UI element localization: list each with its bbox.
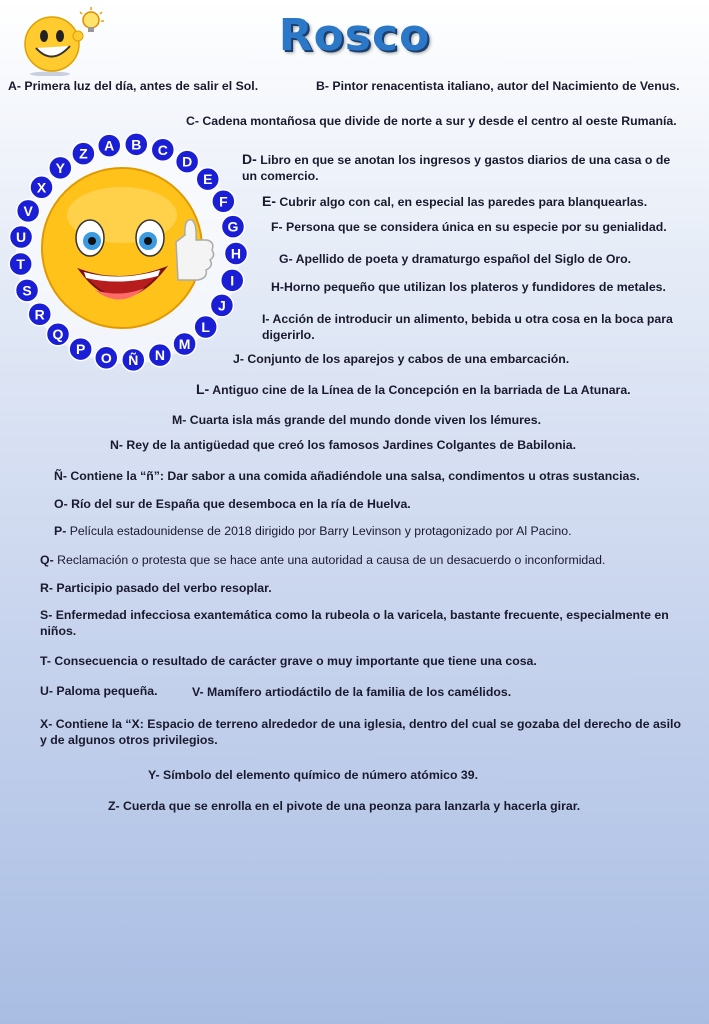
letter-label: B: [131, 136, 142, 153]
letter-bubble-j: [210, 294, 233, 317]
letter-bubble-q: [47, 323, 70, 346]
letter-bubble-s: [16, 279, 39, 302]
clue-q-text: Reclamación o protesta que se hace ante una autoridad a causa de un desacuerdo o inconformidad.: [57, 553, 606, 567]
clue-x: X- Contiene la “X: Espacio de terreno alrededor de una iglesia, dentro del cual se gozaba del derecho de asilo y de algunos otros privilegios.: [40, 717, 681, 747]
clue-t: T- Consecuencia o resultado de carácter grave o muy importante que tiene una cosa.: [40, 654, 537, 668]
lightbulb-smiley-icon: [18, 6, 108, 76]
letter-label: U: [15, 228, 27, 245]
letter-label: S: [22, 282, 32, 299]
clue-v: V- Mamífero artiodáctilo de la familia de los camélidos.: [192, 685, 512, 699]
letter-bubble-h: [224, 242, 247, 265]
letter-bubble-d: [176, 150, 199, 173]
letter-label: E: [203, 171, 213, 188]
clue-s: S- Enfermedad infecciosa exantemática como la rubeola o la varicela, bastante frecuente, especialmente en niños.: [40, 608, 669, 638]
letter-label: T: [16, 256, 25, 273]
letter-label: Q: [52, 326, 64, 343]
letter-bubble-e: [196, 168, 219, 191]
clue-l: [196, 381, 631, 398]
letter-label: C: [157, 141, 168, 158]
clue-f: F- Persona que se considera única en su especie por su genialidad.: [271, 220, 667, 234]
clue-p-letter: P-: [54, 524, 67, 538]
letter-label: F: [219, 193, 228, 210]
letter-bubble-z: [72, 142, 95, 165]
clue-z: Z- Cuerda que se enrolla en el pivote de una peonza para lanzarla y hacerla girar.: [108, 799, 581, 813]
clue-l-text: Antiguo cine de la Línea de la Concepción en la barriada de La Atunara.: [212, 383, 631, 397]
letter-bubble-x: [30, 176, 53, 199]
letter-bubble-g: [221, 215, 244, 238]
letter-bubble-f: [212, 190, 235, 213]
letter-label: M: [178, 335, 191, 352]
letter-label: P: [75, 341, 86, 358]
letter-bubble-v: [17, 199, 40, 222]
clue-g: G- Apellido de poeta y dramaturgo español del Siglo de Oro.: [279, 252, 632, 266]
letter-bubble-r: [28, 303, 51, 326]
letter-bubble-ñ: [122, 348, 145, 371]
clue-u: U- Paloma pequeña.: [40, 684, 158, 698]
letter-label: V: [23, 202, 33, 219]
letter-label: X: [36, 179, 47, 196]
letter-label: J: [218, 297, 226, 314]
letter-bubble-c: [151, 138, 174, 161]
page-title: Rosco: [278, 10, 431, 61]
clue-q: [40, 552, 605, 568]
letter-label: Y: [55, 159, 65, 176]
letter-label: O: [100, 349, 112, 366]
clue-p: [54, 523, 572, 539]
clue-e-text: Cubrir algo con cal, en especial las paredes para blanquearlas.: [279, 195, 648, 209]
letter-label: H: [230, 245, 242, 262]
clue-o: O- Río del sur de España que desemboca en la ría de Huelva.: [54, 497, 411, 511]
letter-bubble-l: [194, 316, 217, 339]
letter-bubble-y: [49, 156, 72, 179]
clue-n: N- Rey de la antigüedad que creó los famosos Jardines Colgantes de Babilonia.: [110, 438, 577, 452]
letter-label: L: [201, 319, 210, 336]
letter-label: D: [182, 153, 193, 170]
letter-label: Ñ: [128, 351, 139, 368]
clue-j: J- Conjunto de los aparejos y cabos de una embarcación.: [233, 352, 570, 366]
clue-e: [262, 193, 647, 210]
clue-enie: Ñ- Contiene la “ñ”: Dar sabor a una comida añadiéndole una salsa, condimentos u otras sustancias.: [54, 469, 640, 483]
clue-i: I- Acción de introducir un alimento, bebida u otra cosa en la boca para digerirlo.: [262, 312, 673, 342]
letter-bubble-n: [148, 344, 171, 367]
clue-c: C- Cadena montañosa que divide de norte a sur y desde el centro al oeste Rumanía.: [186, 114, 677, 128]
clue-b: B- Pintor renacentista italiano, autor del Nacimiento de Venus.: [316, 79, 680, 93]
clue-r: R- Participio pasado del verbo resoplar.: [40, 581, 272, 595]
letter-bubble-m: [173, 332, 196, 355]
clue-d-letter: D-: [242, 151, 257, 167]
clue-d-text: Libro en que se anotan los ingresos y gastos diarios de una casa o de un comercio.: [242, 153, 671, 183]
clue-d: [242, 151, 682, 184]
letter-bubble-u: [10, 225, 33, 248]
letter-bubble-b: [125, 133, 148, 156]
letter-bubble-t: [9, 253, 32, 276]
letter-bubble-p: [69, 338, 92, 361]
clue-m: M- Cuarta isla más grande del mundo donde viven los lémures.: [172, 413, 541, 427]
letter-label: A: [104, 137, 115, 154]
letter-bubble-i: [221, 269, 244, 292]
clue-h: H-Horno pequeño que utilizan los plateros y fundidores de metales.: [271, 280, 666, 294]
clue-a: A- Primera luz del día, antes de salir el Sol.: [8, 79, 259, 93]
letter-label: R: [34, 306, 45, 323]
letter-label: I: [230, 272, 235, 289]
letter-label: Z: [79, 145, 88, 162]
clue-p-text: Película estadounidense de 2018 dirigido por Barry Levinson y protagonizado por Al Pacino.: [69, 524, 572, 538]
clue-l-letter: L-: [196, 381, 210, 397]
clue-y: Y- Símbolo del elemento químico de número atómico 39.: [148, 768, 479, 782]
clue-q-letter: Q-: [40, 553, 54, 567]
letter-bubble-o: [95, 346, 118, 369]
letter-label: G: [227, 218, 239, 235]
letter-bubble-a: [98, 134, 121, 157]
letter-label: N: [154, 347, 165, 364]
clue-e-letter: E-: [262, 193, 276, 209]
